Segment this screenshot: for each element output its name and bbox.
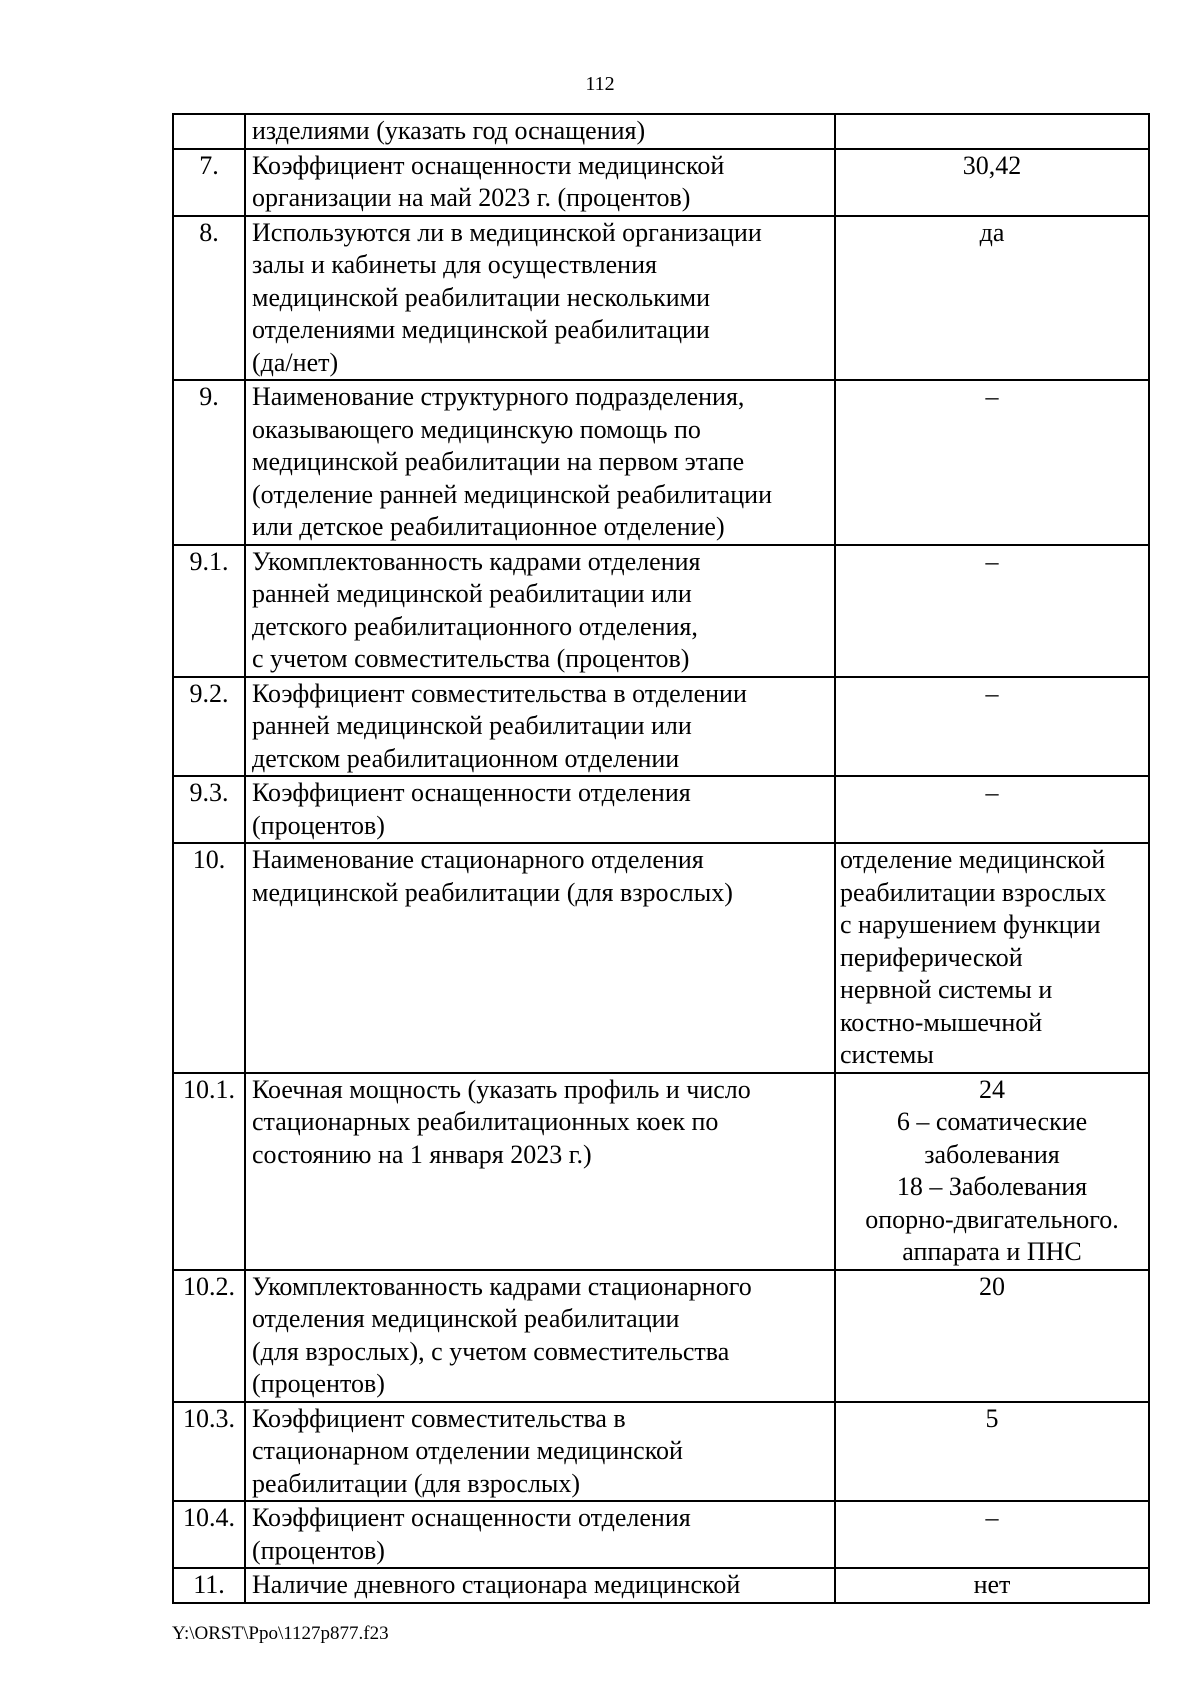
value-line: опорно-двигательного. [865, 1204, 1119, 1234]
description-line: детском реабилитационном отделении [252, 743, 680, 773]
description-line: (да/нет) [252, 347, 339, 377]
description-line: отделениями медицинской реабилитации [252, 315, 710, 344]
row-value [835, 677, 1149, 777]
row-description [245, 1402, 835, 1502]
description-line: Наличие дневного стационара медицинской [252, 1570, 741, 1599]
description-line: (процентов) [252, 810, 385, 840]
row-value [835, 114, 1149, 149]
description-line: Укомплектованность кадрами стационарного [252, 1271, 752, 1301]
value-line: 5 [985, 1403, 999, 1433]
value-line: 6 – соматические [896, 1107, 1088, 1136]
value-line: костно-мышечной [840, 1007, 1043, 1037]
description-line: Укомплектованность кадрами отделения [252, 546, 701, 576]
description-line: ранней медицинской реабилитации или [252, 579, 692, 608]
value-line: реабилитации взрослых [840, 877, 1107, 907]
description-line: изделиями (указать год оснащения) [252, 116, 646, 145]
row-value [835, 1073, 1149, 1270]
table-row [173, 843, 1149, 1073]
value-line: с нарушением функции [840, 910, 1101, 939]
table-row [173, 1568, 1149, 1603]
description-line: (процентов) [252, 1535, 385, 1565]
description-line: Коэффициент совместительства в отделении [252, 678, 747, 708]
row-number: 9.2. [173, 677, 245, 777]
table-row [173, 677, 1149, 777]
description-line: детского реабилитационного отделения, [252, 611, 698, 641]
description-line: залы и кабинеты для осуществления [252, 250, 657, 279]
table-row [173, 776, 1149, 843]
row-description [245, 216, 835, 381]
row-number: 11. [173, 1568, 245, 1603]
row-description [245, 677, 835, 777]
table-row [173, 149, 1149, 216]
row-description [245, 114, 835, 149]
row-description [245, 776, 835, 843]
row-value [835, 149, 1149, 216]
row-number: 9.3. [173, 776, 245, 843]
row-description [245, 1270, 835, 1402]
description-line: Коэффициент оснащенности отделения [252, 1503, 691, 1532]
value-line: – [985, 678, 999, 708]
description-line: или детское реабилитационное отделение) [252, 512, 725, 541]
description-line: стационарных реабилитационных коек по [252, 1107, 719, 1136]
row-description [245, 545, 835, 677]
value-line: – [985, 546, 999, 576]
value-line: заболевания [924, 1139, 1060, 1169]
table-row [173, 545, 1149, 677]
description-line: медицинской реабилитации несколькими [252, 282, 711, 312]
description-line: (процентов) [252, 1369, 385, 1398]
value-line: 30,42 [962, 150, 1022, 180]
value-line: 20 [979, 1271, 1005, 1301]
row-number: 10. [173, 843, 245, 1073]
value-line: отделение медицинской [840, 845, 1106, 874]
value-line: периферической [840, 942, 1023, 972]
row-number: 7. [173, 149, 245, 216]
description-line: состоянию на 1 января 2023 г.) [252, 1139, 592, 1169]
table-row [173, 380, 1149, 545]
value-line: системы [840, 1040, 934, 1069]
description-line: организации на май 2023 г. (процентов) [252, 183, 691, 212]
value-line: – [985, 778, 999, 807]
description-line: стационарном отделении медицинской [252, 1436, 683, 1465]
row-value [835, 1501, 1149, 1568]
row-number: 10.4. [173, 1501, 245, 1568]
footer-file-path: Y:\ORST\Ppo\1127p877.f23 [172, 1623, 389, 1644]
row-number: 9. [173, 380, 245, 545]
description-line: Наименование стационарного отделения [252, 845, 704, 874]
row-number: 10.3. [173, 1402, 245, 1502]
row-value [835, 843, 1149, 1073]
row-value [835, 1402, 1149, 1502]
value-line: 24 [979, 1074, 1005, 1104]
description-line: медицинской реабилитации (для взрослых) [252, 877, 733, 907]
row-number: 10.2. [173, 1270, 245, 1402]
row-value [835, 380, 1149, 545]
description-line: ранней медицинской реабилитации или [252, 711, 692, 740]
description-line: медицинской реабилитации на первом этапе [252, 447, 745, 476]
table-row [173, 1073, 1149, 1270]
table-row [173, 1270, 1149, 1402]
row-value [835, 545, 1149, 677]
row-number: 9.1. [173, 545, 245, 677]
row-description [245, 149, 835, 216]
description-line: Коэффициент оснащенности отделения [252, 778, 691, 807]
description-line: реабилитации (для взрослых) [252, 1468, 581, 1498]
row-description [245, 1501, 835, 1568]
description-line: Коэффициент совместительства в [252, 1403, 626, 1433]
description-line: оказывающего медицинскую помощь по [252, 414, 701, 444]
description-line: (для взрослых), с учетом совместительства [252, 1336, 730, 1366]
value-line: – [985, 382, 999, 411]
table-row [173, 114, 1149, 149]
row-number [173, 114, 245, 149]
row-description [245, 380, 835, 545]
row-description [245, 1073, 835, 1270]
table-row [173, 1402, 1149, 1502]
description-line: Коэффициент оснащенности медицинской [252, 150, 725, 180]
data-table [172, 113, 1150, 1604]
row-value [835, 1270, 1149, 1402]
description-line: отделения медицинской реабилитации [252, 1304, 680, 1333]
row-number: 10.1. [173, 1073, 245, 1270]
row-value [835, 216, 1149, 381]
value-line: нервной системы и [840, 975, 1053, 1004]
description-line: Наименование структурного подразделения, [252, 382, 745, 411]
value-line: да [979, 217, 1005, 247]
description-line: Коечная мощность (указать профиль и число [252, 1074, 751, 1104]
row-value [835, 1568, 1149, 1603]
row-description [245, 843, 835, 1073]
value-line: 18 – Заболевания [896, 1172, 1088, 1201]
value-line: аппарата и ПНС [902, 1237, 1082, 1266]
table-row [173, 216, 1149, 381]
value-line: – [985, 1503, 999, 1532]
page-number: 112 [585, 73, 615, 95]
row-number: 8. [173, 216, 245, 381]
table-row [173, 1501, 1149, 1568]
table-body [173, 114, 1149, 1603]
description-line: Используются ли в медицинской организации [252, 217, 762, 247]
description-line: с учетом совместительства (процентов) [252, 644, 690, 673]
value-line: нет [973, 1570, 1011, 1599]
row-value [835, 776, 1149, 843]
row-description [245, 1568, 835, 1603]
description-line: (отделение ранней медицинской реабилитации [252, 479, 772, 509]
